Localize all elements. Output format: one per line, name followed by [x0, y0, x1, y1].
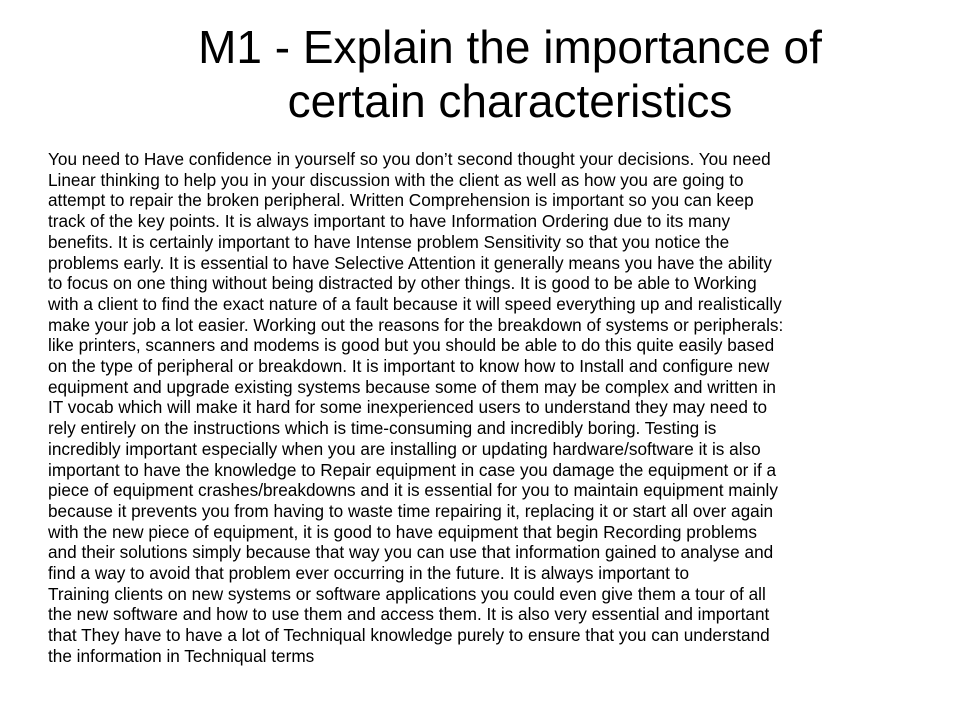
body-line-1: You need to Have confidence in yourself so you don’t second thought your decisions. You need [48, 149, 771, 169]
body-line-25: the information in Techniqual terms [48, 645, 315, 666]
body-line-11: on the type of peripheral or breakdown. It is important to know how to Install and configure new [48, 356, 770, 377]
body-line-3: attempt to repair the broken peripheral. Written Comprehension is important so you can keep [48, 190, 754, 211]
body-line-14: rely entirely on the instructions which is time-consuming and incredibly boring. Testing is [48, 418, 717, 439]
body-line-12: equipment and upgrade existing systems because some of them may be complex and written in [48, 376, 776, 397]
body-line-5: benefits. It is certainly important to have Intense problem Sensitivity so that you notice the [48, 231, 730, 252]
body-line-20: and their solutions simply because that way you can use that information gained to analyse and [48, 542, 774, 563]
body-line-24: that They have to have a lot of Techniqual knowledge purely to ensure that you can understand [48, 625, 770, 646]
body-line-19: with the new piece of equipment, it is good to have equipment that begin Recording problems [48, 521, 757, 542]
body-line-10: like printers, scanners and modems is good but you should be able to do this quite easily based [48, 335, 775, 356]
body-line-13: IT vocab which will make it hard for some inexperienced users to understand they may need to [48, 397, 768, 418]
slide-title-line-2: certain characteristics [287, 75, 733, 127]
body-line-6: problems early. It is essential to have Selective Attention it generally means you have the ability [48, 252, 772, 273]
body-line-17: piece of equipment crashes/breakdowns and it is essential for you to maintain equipment mainly [48, 480, 778, 501]
slide-body-text [48, 149, 918, 667]
body-line-18: because it prevents you from having to waste time repairing it, replacing it or start all over again [48, 500, 774, 521]
body-line-22: Training clients on new systems or software applications you could even give them a tour of all [48, 583, 766, 604]
slide-title [60, 20, 960, 128]
body-line-7: to focus on one thing without being distracted by other things. It is good to be able to Working [48, 273, 757, 294]
body-line-15: incredibly important especially when you are installing or updating hardware/software it is also [48, 438, 761, 459]
body-line-8: with a client to find the exact nature of a fault because it will speed everything up and realistically [48, 293, 782, 314]
body-line-21: find a way to avoid that problem ever occurring in the future. It is always important to [48, 563, 690, 584]
body-line-4: track of the key points. It is always important to have Information Ordering due to its many [48, 211, 731, 232]
slide-title-line-1: M1 - Explain the importance of [198, 21, 822, 73]
body-line-16: important to have the knowledge to Repair equipment in case you damage the equipment or if a [48, 459, 777, 480]
body-line-9: make your job a lot easier. Working out the reasons for the breakdown of systems or peripherals: [48, 314, 784, 335]
body-line-23: the new software and how to use them and access them. It is also very essential and important [48, 604, 770, 625]
body-line-2: Linear thinking to help you in your discussion with the client as well as how you are going to [48, 169, 744, 190]
